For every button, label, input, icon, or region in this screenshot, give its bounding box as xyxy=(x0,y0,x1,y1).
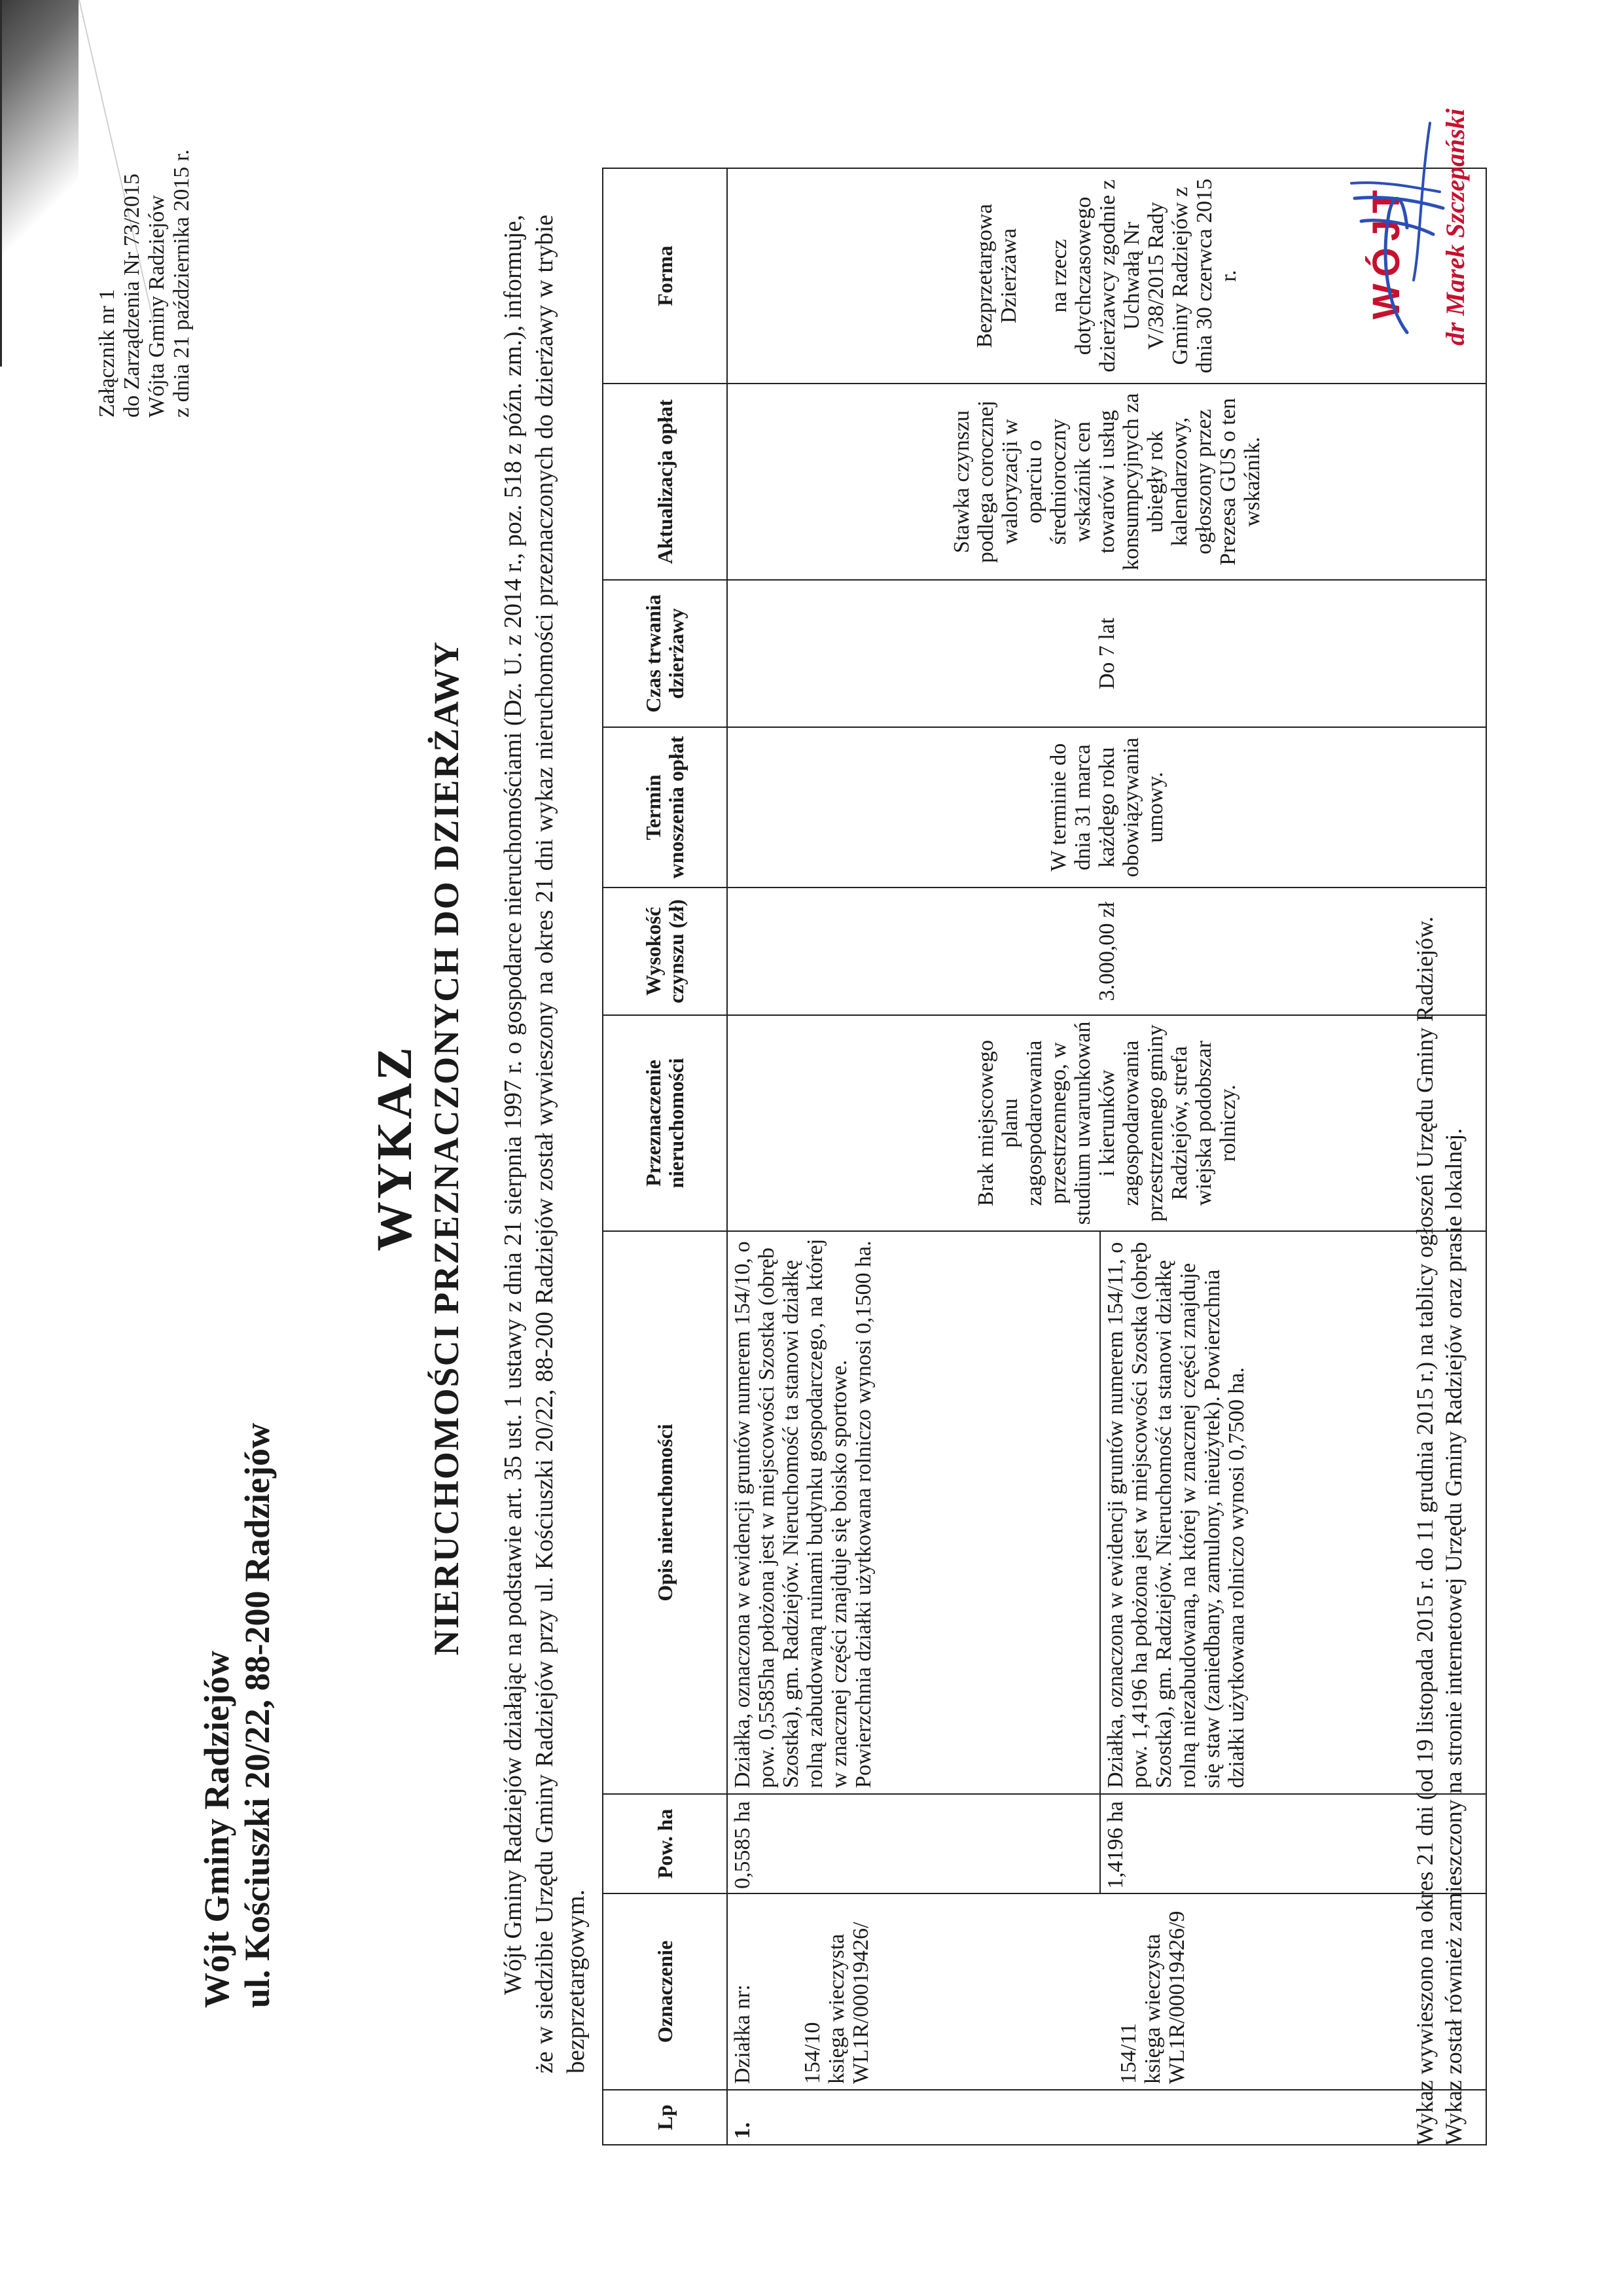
cell-wysokosc: 3.000,00 zł xyxy=(727,888,1486,1015)
plot-1-description: Działka, oznaczona w ewidencji gruntów numerem 154/10, o pow. 0,5585ha położona jest w miejscowości Szostka (obręb Szostka), gm. Radziejów. Nieruchomość ta stanowi działkę rolną zabudowaną ruinami budynku gospodarczego, na której w znacznej części znajduje się boisko sportowe. Powierzchnia działki użytkowana rolniczo wynosi 0,1500 ha. xyxy=(730,1238,876,1788)
header-czas: Czas trwania dzierżawy xyxy=(603,580,727,727)
intro-paragraph: Wójt Gminy Radziejów działając na podstawie art. 35 ust. 1 ustawy z dnia 21 sierpnia 1997 r. o gospodarce nieruchomościami (Dz. U. z 2014 r., poz. 518 z późn. zm.), informuje, że w siedzibie Urzędu Gminy Radziejów przy ul. Kościuszki 20/22, 88-200 Radziejów został wywieszony na okres 21 dni wykaz nieruchomości przeznaczonych do dzierżawy w trybie bezprzetargowym. xyxy=(499,215,590,2073)
cell-przeznaczenie: Brak miejscowego planu zagospodarowania przestrzennego, w studium uwarunkowań i kierunków zagospodarowania przestrzennego gminy Radziejów, strefa wiejska podobszar rolniczy. xyxy=(727,1015,1486,1231)
footer-line-2: Wykaz został również zamieszczony na stronie internetowej Urzędu Gminy Radziejów oraz prasie lokalnej. xyxy=(1440,1128,1467,2145)
forma-type: Bezprzetargowa xyxy=(972,204,997,348)
signature-block xyxy=(1342,84,1499,359)
cell-pow xyxy=(727,1794,1486,1893)
issuer-authority: Wójt Gminy Radziejów xyxy=(197,1651,236,2008)
cell-oznaczenie xyxy=(727,1893,1486,2090)
header-pow: Pow. ha xyxy=(603,1794,727,1893)
plot-1-kw-label: księga wieczysta xyxy=(825,1933,849,2084)
footer-line-1: Wykaz wywieszono na okres 21 dni (od 19 listopada 2015 r. do 11 grudnia 2015 r.) na tablicy ogłoszeń Urzędu Gminy Radziejów. xyxy=(1412,916,1438,2145)
stamp-title: WÓJT xyxy=(1365,183,1408,319)
title-main: WYKAZ xyxy=(367,1045,422,1251)
plot-2-kw-label: księga wieczysta xyxy=(1141,1933,1165,2084)
document-title xyxy=(366,0,467,2296)
header-przeznaczenie: Przeznaczenie nieruchomości xyxy=(603,1015,727,1231)
attachment-note xyxy=(95,149,194,418)
issuer-address: ul. Kościuszki 20/22, 88-200 Radziejów xyxy=(238,1422,277,2008)
attachment-line-3: Wójta Gminy Radziejów xyxy=(145,195,169,418)
plot-1-kw-number: WL1R/00019426/ xyxy=(849,1922,873,2084)
cell-lp: 1. xyxy=(727,2090,1486,2145)
cell-czas: Do 7 lat xyxy=(727,580,1486,727)
plot-number-label: Działka nr: xyxy=(730,1984,755,2084)
attachment-line-2: do Zarządzenia Nr 73/2015 xyxy=(120,173,144,418)
forma-details: na rzecz dotychczasowego dzierżawcy zgodnie z Uchwałą Nr V/38/2015 Rady Gminy Radziejów z dnia 30 czerwca 2015 r. xyxy=(1047,178,1241,374)
cell-opis xyxy=(727,1231,1486,1794)
header-opis: Opis nieruchomości xyxy=(603,1231,727,1794)
attachment-line-1: Załącznik nr 1 xyxy=(95,289,119,418)
attachment-line-4: z dnia 21 października 2015 r. xyxy=(169,149,194,418)
cell-termin: W terminie do dnia 31 marca każdego roku obowiązywania umowy. xyxy=(727,727,1486,888)
table-row xyxy=(727,168,1486,2145)
footer-notes xyxy=(1410,916,1468,2145)
header-termin: Termin wnoszenia opłat xyxy=(603,727,727,888)
plot-1-area: 0,5585 ha xyxy=(730,1801,755,1889)
handwritten-signature xyxy=(1342,84,1499,359)
plot-1-number: 154/10 xyxy=(800,2022,825,2084)
plot-2-number: 154/11 xyxy=(1116,2022,1141,2084)
header-oznaczenie: Oznaczenie xyxy=(603,1893,727,2090)
header-wysokosc: Wysokość czynszu (zł) xyxy=(603,888,727,1015)
stamp-name: dr Marek Szczepański xyxy=(1440,108,1470,346)
header-aktualizacja: Aktualizacja opłat xyxy=(603,384,727,580)
property-table xyxy=(602,168,1487,2145)
plot-2-kw-number: WL1R/00019426/9 xyxy=(1165,1910,1189,2084)
cell-aktualizacja: Stawka czynszu podlega corocznej waloryzacji w oparciu o średnioroczny wskaźnik cen towarów i usług konsumpcyjnych za ubiegły rok kalendarzowy, ogłoszony przez Prezesa GUS o ten wskaźnik. xyxy=(727,384,1486,580)
forma-kind: Dzierżawa xyxy=(997,228,1021,324)
table-header-row xyxy=(603,168,727,2145)
plot-2-description: Działka, oznaczona w ewidencji gruntów numerem 154/11, o pow. 1,4196 ha położona jest w miejscowości Szostka (obręb Szostka), gm. Radziejów. Nieruchomość ta stanowi działkę rolną niezabudowaną, na której w znacznej części znajduje się staw (zaniedbany, zamulony, nieużytek). Powierzchnia działki użytkowana rolniczo wynosi 0,7500 ha. xyxy=(1103,1242,1249,1788)
plot-2-area: 1,4196 ha xyxy=(1103,1801,1128,1889)
title-sub: NIERUCHOMOŚCI PRZEZNACZONYCH DO DZIERŻAWY xyxy=(427,640,466,1656)
header-forma: Forma xyxy=(603,168,727,384)
issuer-header xyxy=(196,1423,277,2008)
header-lp: Lp xyxy=(603,2090,727,2145)
